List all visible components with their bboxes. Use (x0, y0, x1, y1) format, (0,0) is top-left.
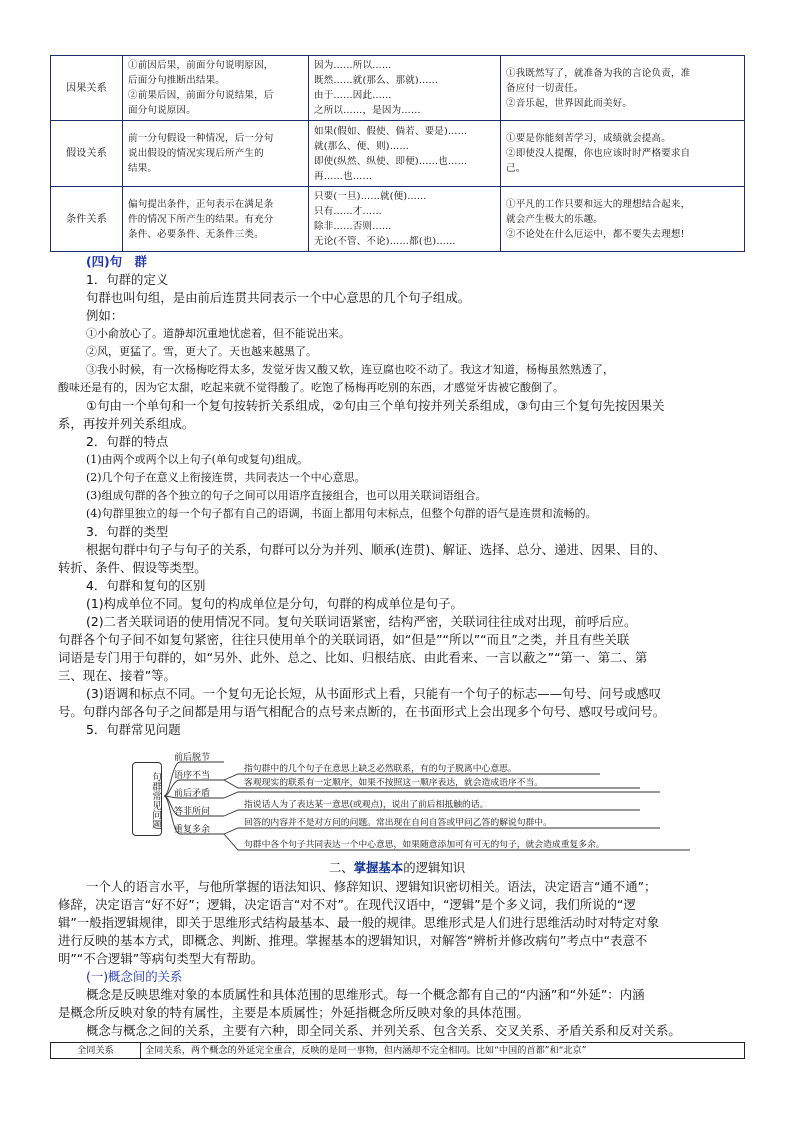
subheading: 1．句群的定义 (86, 272, 169, 287)
relation-words: 如果(假如、假使、倘若、要是)…… 就(那么、便、则)…… 即使(纵然、纵使、即便)……也…… 再……也…… (309, 121, 501, 187)
mindmap-root: 句群常见问题 (132, 762, 162, 836)
mindmap-item: 重复多余 (174, 825, 211, 835)
paragraph: 根据句群中句子与句子的关系，句群可以分为并列、顺承(连贯)、解证、选择、总分、递进、因果、目的、 (86, 542, 666, 557)
example-sentence: ③我小时候，有一次杨梅吃得太多，发觉牙齿又酸又软，连豆腐也咬不动了。我这才知道，杨梅虽然熟透了， (86, 363, 614, 376)
relation-examples: ①我既然写了，就准备为我的言论负责，准 备应付一切责任。 ②音乐起，世界因此而美好。 (501, 56, 745, 121)
subheading: (一)概念间的关系 (86, 969, 183, 984)
paragraph: 概念是反映思维对象的本质属性和具体范围的思维形式。每一个概念都有自己的“内涵”和“外延”：内涵 (86, 987, 645, 1002)
relation-words: 因为……所以…… 既然……就(那么、那就)…… 由于……因此…… 之所以……，是因为…… (309, 56, 501, 121)
paragraph: ①句由一个单句和一个复句按转折关系组成，②句由三个单句按并列关系组成，③句由三个复句先按因果关 (86, 398, 665, 413)
subheading: 3．句群的类型 (86, 524, 169, 539)
relation-type: 全同关系 (51, 1043, 141, 1059)
paragraph: (1)构成单位不同。复句的构成单位是分句，句群的构成单位是句子。 (86, 596, 463, 611)
list-item: (2)几个句子在意义上衔接连贯，共同表达一个中心意思。 (86, 471, 366, 484)
mindmap-desc: 回答的内容并不是对方问的问题。常出现在自问自答或甲问乙答的解说句群中。 (244, 818, 552, 828)
paragraph: 一个人的语言水平，与他所掌握的语法知识、修辞知识、逻辑知识密切相关。语法，决定语言“通不通”； (86, 879, 657, 894)
relation-type: 条件关系 (51, 187, 123, 252)
mindmap-desc: 客观现实的联系有一定顺序，如果不按照这一顺序表达，就会造成语序不当。 (244, 778, 544, 788)
mindmap-desc: 指说话人为了表达某一意思(或观点)，说出了前后相抵触的话。 (244, 800, 489, 810)
section-title: 二、掌握基本的逻辑知识 (328, 860, 466, 875)
list-item: (3)组成句群的各个独立的句子之间可以用语序直接组合，也可以用关联词语组合。 (86, 489, 487, 502)
relation-desc: ①前因后果，前面分句说明原因， 后面分句推断出结果。 ②前果后因，前面分句说结果，后 面分句说原因。 (123, 56, 309, 121)
mindmap-item: 前后脱节 (174, 753, 211, 763)
paragraph: 明”“不合逻辑”等病句类型大有帮助。 (58, 951, 264, 966)
paragraph: 词语是专门用于句群的，如“另外、此外、总之、比如、归根结底、由此看来、一言以蔽之”“第一、第二、第 (58, 650, 648, 665)
example-sentence: ①小俞放心了。道静却沉重地忧虑着，但不能说出来。 (86, 327, 350, 340)
table-row (51, 56, 745, 121)
subheading: 5．句群常见问题 (86, 722, 181, 737)
paragraph: 修辞，决定语言“好不好”；逻辑，决定语言“对不对”。在现代汉语中，“逻辑”是个多义词，我们所说的“逻 (58, 897, 636, 912)
mindmap-item: 答非所问 (174, 807, 211, 817)
mindmap-desc: 句群中各个句子共同表达一个中心意思，如果随意添加可有可无的句子，就会造成重复多余。 (244, 840, 605, 850)
paragraph: 号。句群内部各句子之间都是用与语气相配合的点号来点断的，在书面形式上会出现多个句号、感叹号或问号。 (58, 704, 666, 719)
relation-type: 假设关系 (51, 121, 123, 187)
table-row (51, 187, 745, 252)
paragraph: 是概念所反映对象的特有属性，主要是本质属性；外延指概念所反映对象的具体范围。 (58, 1005, 529, 1020)
relation-text: 全同关系，两个概念的外延完全重合，反映的是同一事物，但内涵却不完全相同。比如“中国的首都”和“北京” (141, 1043, 745, 1059)
list-item: (4)句群里独立的每一个句子都有自己的语调，书面上都用句末标点，但整个句群的语气是连贯和流畅的。 (86, 507, 597, 520)
example-sentence: 酸味还是有的，因为它太甜，吃起来就不觉得酸了。吃饱了杨梅再吃别的东西，才感觉牙齿被它酸倒了。 (58, 381, 564, 394)
concept-relations-table (50, 1042, 745, 1059)
paragraph: 句群也叫句组，是由前后连贯共同表示一个中心意思的几个句子组成。 (86, 290, 471, 305)
mindmap-item: 前后矛盾 (174, 789, 211, 799)
paragraph: 进行反映的基本方式，即概念、判断、推理。掌握基本的逻辑知识，对解答“辨析并修改病句”考点中“表意不 (58, 933, 648, 948)
relation-examples: ①要是你能刻苦学习，成绩就会提高。 ②即使没人提醒，你也应该时时严格要求自 己。 (501, 121, 745, 187)
relations-table (50, 55, 745, 252)
paragraph: 句群各个句子间不如复句紧密，往往只使用单个的关联词语，如“但是”“所以”“而且”之类，并且有些关联 (58, 632, 630, 647)
list-item: (1)由两个或两个以上句子(单句或复句)组成。 (86, 453, 309, 466)
paragraph: (3)语调和标点不同。一个复句无论长短，从书面形式上看，只能有一个句子的标志——句号、问号或感叹 (86, 686, 662, 701)
subheading: 2．句群的特点 (86, 434, 169, 449)
paragraph: 转折、条件、假设等类型。 (58, 560, 207, 575)
paragraph: 系，再按并列关系组成。 (58, 416, 195, 431)
relation-type: 因果关系 (51, 56, 123, 121)
mindmap-item: 语序不当 (174, 771, 211, 781)
table-row (51, 121, 745, 187)
relation-examples: ①平凡的工作只要和远大的理想结合起来， 就会产生极大的乐趣。 ②不论处在什么厄运中，都不要失去理想! (501, 187, 745, 252)
paragraph: 辑”一般指逻辑规律，即关于思维形式结构最基本、最一般的规律。思维形式是人们进行思维活动时对特定对象 (58, 915, 660, 930)
paragraph: 例如： (86, 308, 124, 323)
subheading: 4．句群和复句的区别 (86, 578, 206, 593)
paragraph: 三、现在、接着”等。 (58, 668, 176, 683)
section-heading: (四)句 群 (86, 254, 147, 269)
relation-desc: 前一分句假设一种情况，后一分句 说出假设的情况实现后所产生的 结果。 (123, 121, 309, 187)
paragraph: (2)二者关联词语的使用情况不同。复句关联词语紧密，结构严密，关联词往往成对出现，前呼后应。 (86, 614, 637, 629)
relation-words: 只要(一旦)……就(便)…… 只有……才…… 除非……否则…… 无论(不管、不论)……都(也)…… (309, 187, 501, 252)
mindmap-desc: 指句群中的几个句子在意思上缺乏必然联系，有的句子脱离中心意思。 (244, 764, 517, 774)
table-row (51, 1043, 745, 1059)
example-sentence: ②风，更猛了。雪，更大了。天也越来越黑了。 (86, 345, 317, 358)
paragraph: 概念与概念之间的关系，主要有六种，即全同关系、并列关系、包含关系、交叉关系、矛盾关系和反对关系。 (86, 1023, 681, 1038)
relation-desc: 偏句提出条件，正句表示在满足条 件的情况下所产生的结果。有充分 条件、必要条件、无条件三类。 (123, 187, 309, 252)
